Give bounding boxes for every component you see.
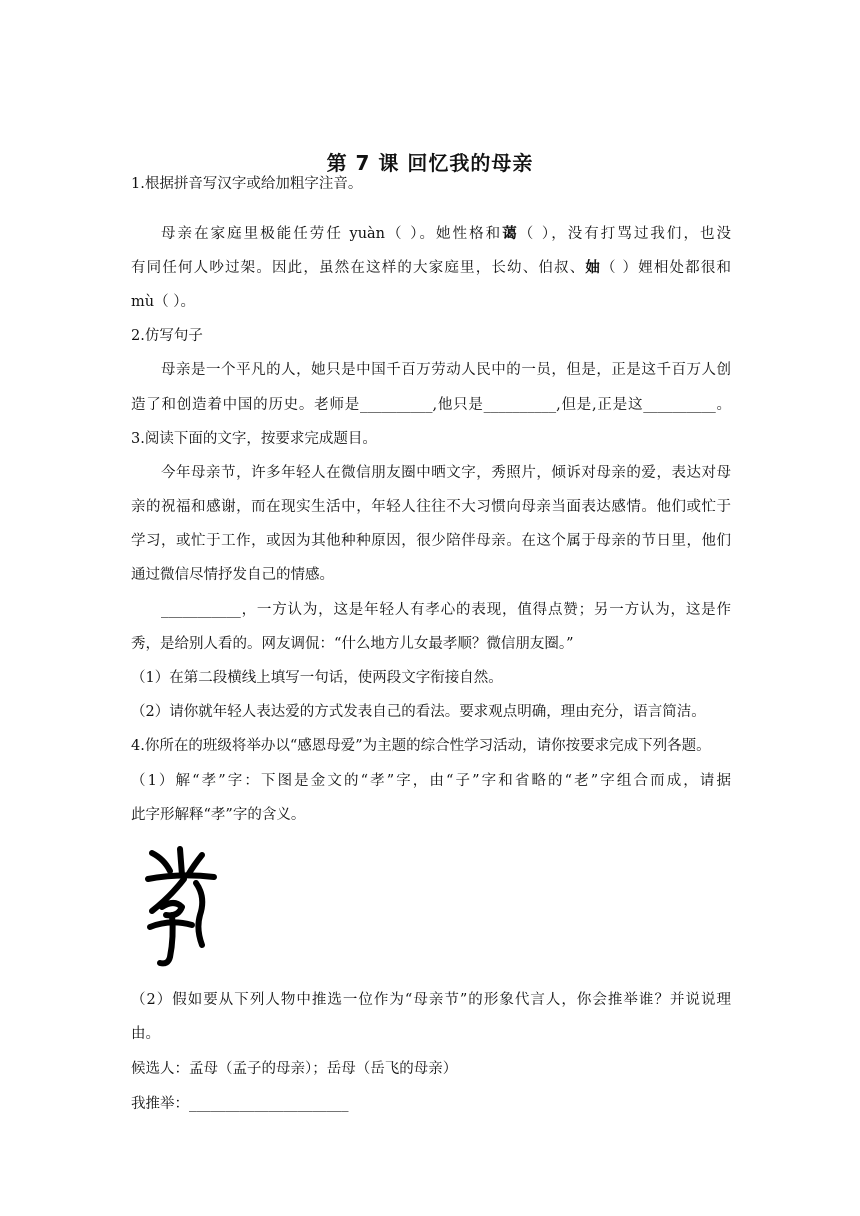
q3-sub1: （1）在第二段横线上填写一句话，使两段文字衔接自然。 <box>131 670 503 686</box>
q1-line2-part-a: 有同任何人吵过架。因此，虽然在这样的大家庭里，长幼、伯叔、 <box>131 260 586 276</box>
q4-recommend-field[interactable]: 我推举：______________________ <box>131 1096 349 1112</box>
jinwen-xiao-character-image <box>140 845 220 970</box>
q4-heading: 4.你所在的班级将举办以“感恩母爱”为主题的综合性学习活动，请你按要求完成下列各题。 <box>131 738 711 754</box>
q3-para2-line1: ___________，一方认为，这是年轻人有孝心的表现，值得点赞；另一方认为，这是作 <box>161 602 731 618</box>
q2-line2: 造了和创造着中国的历史。老师是__________,他只是__________,但是,正是这__________。 <box>131 397 731 413</box>
q2-line1: 母亲是一个平凡的人，她只是中国千百万劳动人民中的一员，但是，正是这千百万人创 <box>161 362 731 378</box>
q4-candidates: 候选人：孟母（孟子的母亲）；岳母（岳飞的母亲） <box>131 1061 458 1077</box>
q3-heading: 3.阅读下面的文字，按要求完成题目。 <box>131 431 377 447</box>
q4-sub2-line2: 由。 <box>131 1026 160 1042</box>
q3-sub2: （2）请你就年轻人表达爱的方式发表自己的看法。要求观点明确，理由充分，语言简洁。 <box>131 704 706 720</box>
q3-para1-line3: 学习，或忙于工作，或因为其他种种原因，很少陪伴母亲。在这个属于母亲的节日里，他们 <box>131 533 731 549</box>
q3-para1-line1: 今年母亲节，许多年轻人在微信朋友圈中晒文字，秀照片，倾诉对母亲的爱，表达对母 <box>161 465 731 481</box>
page-title: 第 7 课 回忆我的母亲 <box>326 151 534 175</box>
q1-bold-char-ai: 蔼 <box>502 225 519 242</box>
q1-heading: 1.根据拼音写汉字或给加粗字注音。 <box>131 176 363 192</box>
q2-heading: 2.仿写句子 <box>131 328 203 344</box>
q1-line1-part-a: 母亲在家庭里极能任劳任 yuàn（ ）。她性格和 <box>161 226 503 242</box>
q3-para1-line2: 亲的祝福和感谢，而在现实生活中，年轻人往往不大习惯向母亲当面表达感情。他们或忙于 <box>131 499 731 515</box>
q1-line1 <box>161 224 731 244</box>
q1-line1-part-b: （ ），没有打骂过我们，也没 <box>518 226 732 242</box>
q3-para2-line2: 秀，是给别人看的。网友调侃：“什么地方儿女最孝顺？微信朋友圈。” <box>131 636 574 652</box>
q1-line3: mù（ ）。 <box>131 294 195 310</box>
q4-sub2-line1: （2）假如要从下列人物中推选一位作为“母亲节”的形象代言人，你会推举谁？并说说理 <box>131 992 731 1008</box>
q1-bold-char-zhou: 妯 <box>585 259 602 276</box>
q4-sub1-line2: 此字形解释“孝”字的含义。 <box>131 807 306 823</box>
q4-sub1-line1: （1）解“孝”字：下图是金文的“孝”字，由“子”字和省略的“老”字组合而成，请据 <box>131 773 731 789</box>
q1-line2 <box>131 258 731 278</box>
q1-line2-part-b: （ ）娌相处都很和 <box>601 260 732 276</box>
q3-para1-line4: 通过微信尽情抒发自己的情感。 <box>131 567 334 583</box>
